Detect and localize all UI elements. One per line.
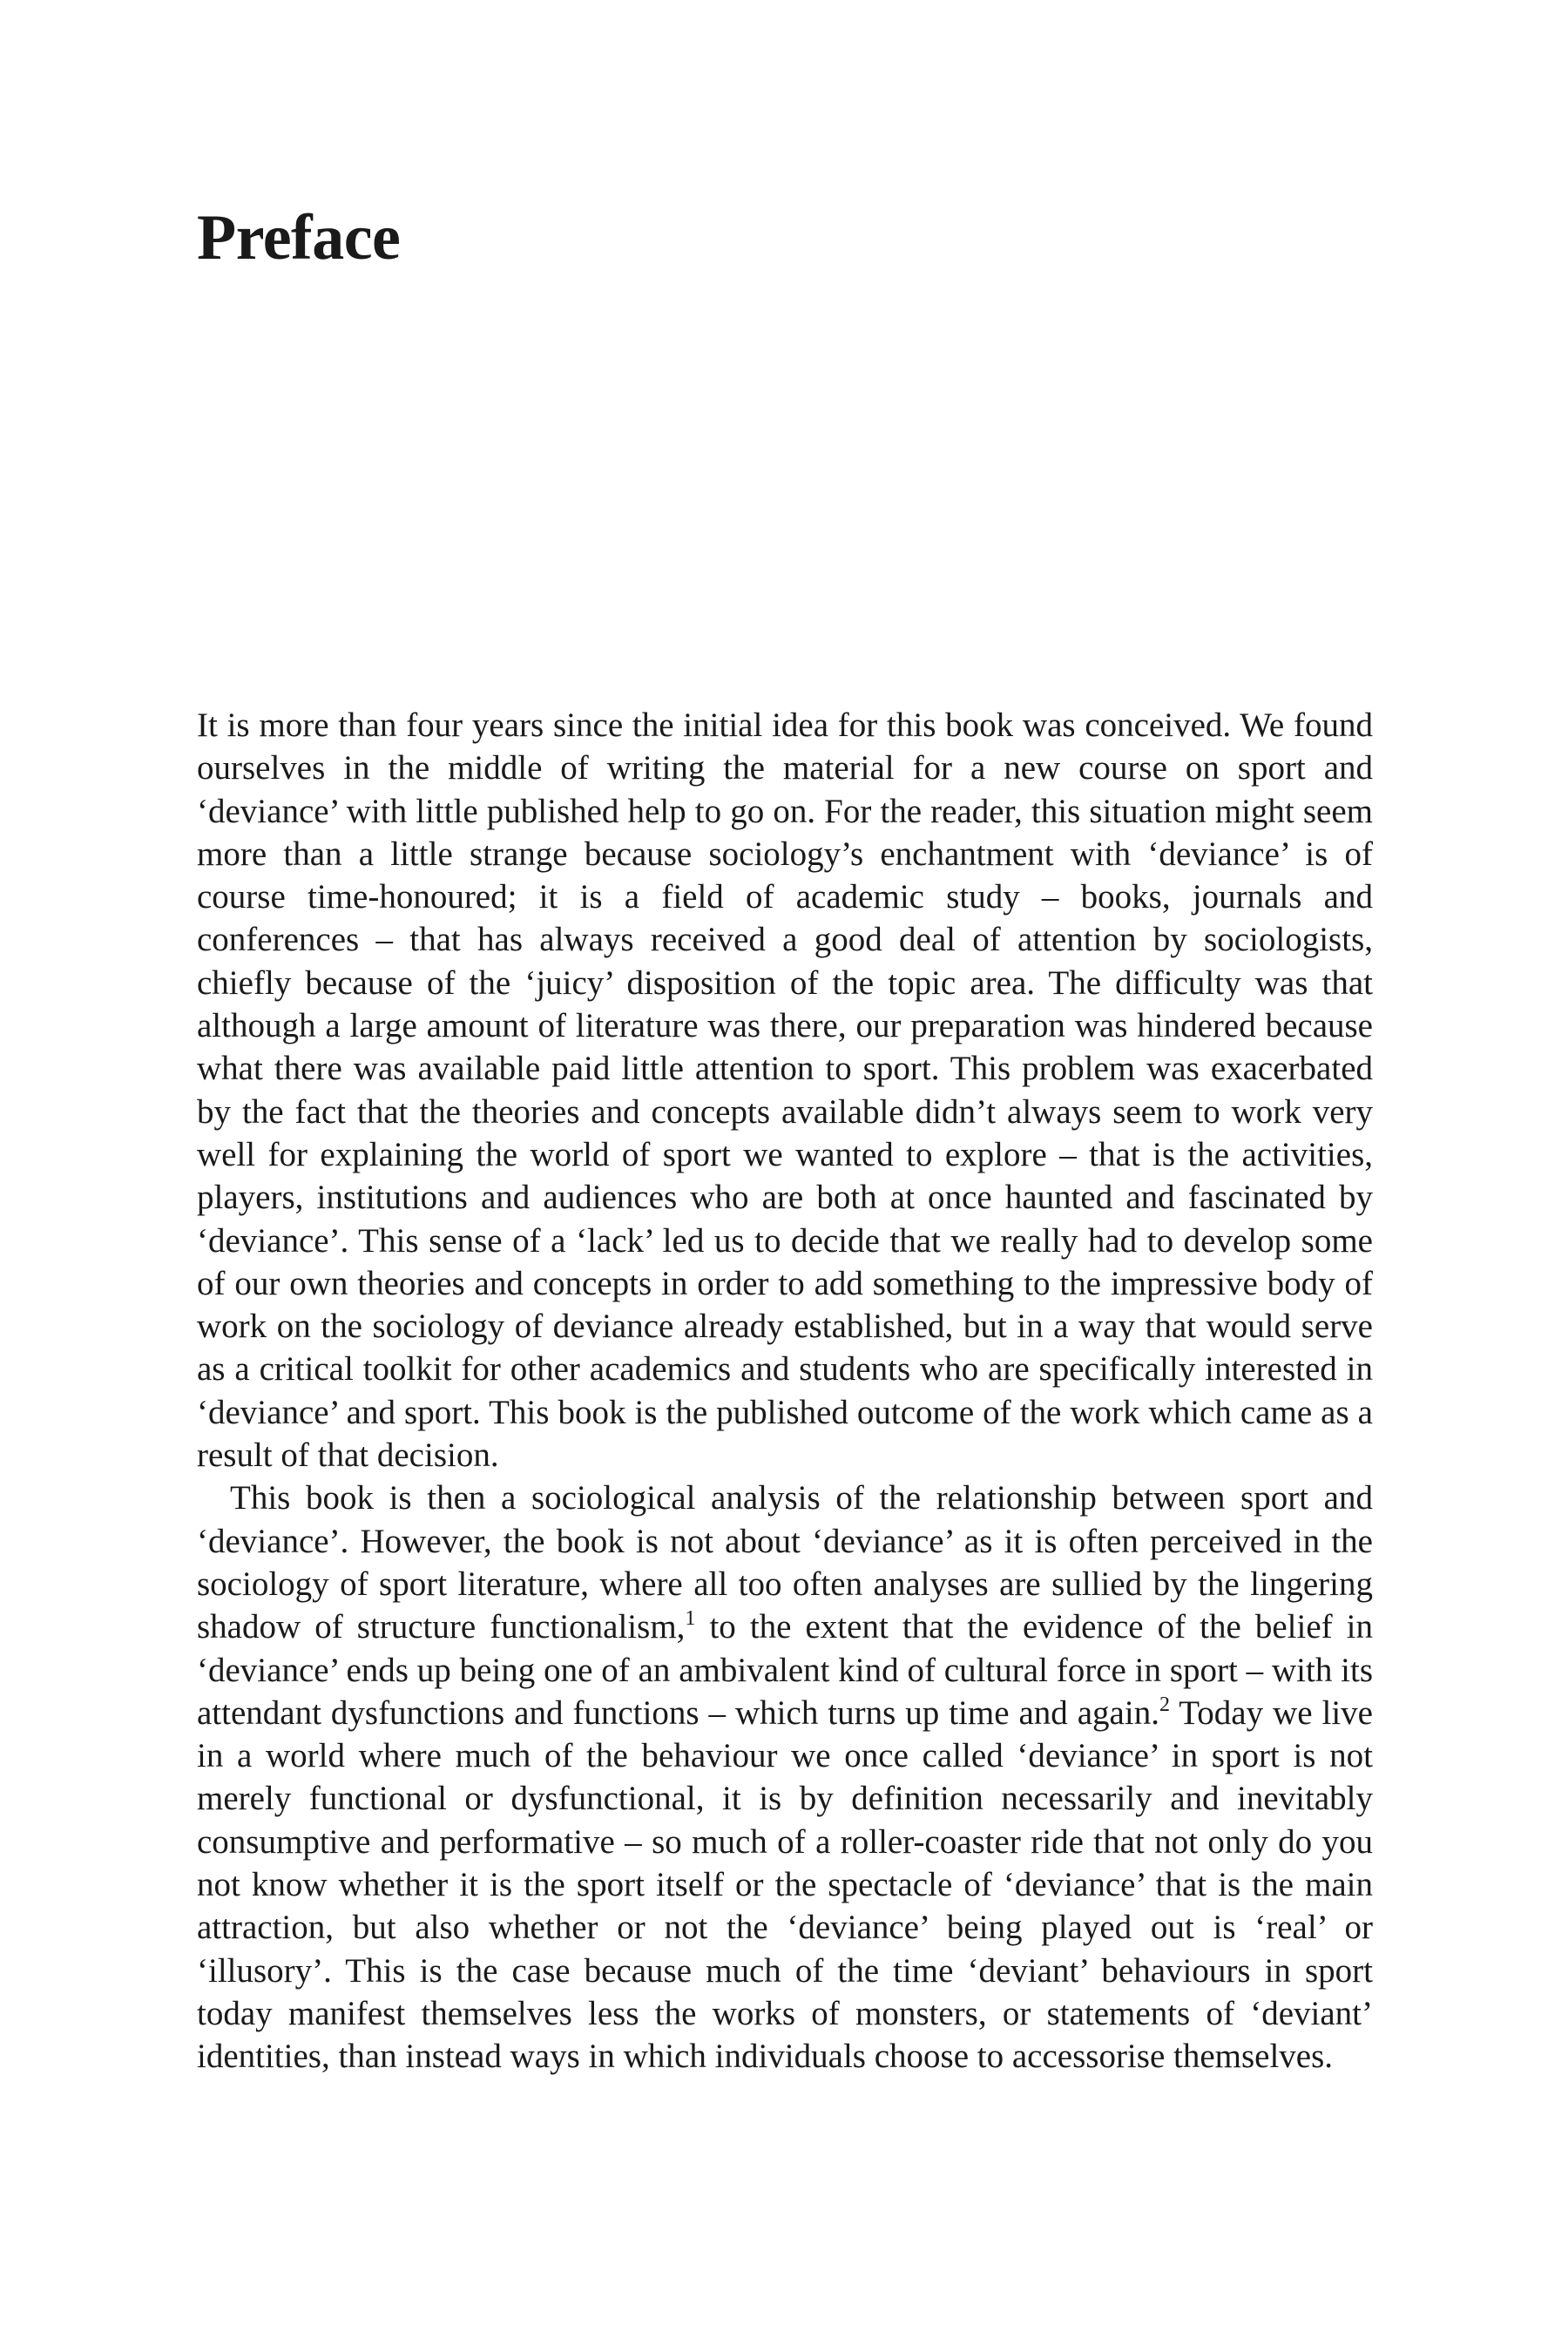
paragraph-2-text-part-3: Today we live in a world where much of the behaviour we once called ‘deviance’ in sport is not merely functional or dysfunctional, it is by definition necessarily and inevitably consumptive and performative – so much of a roller-coaster ride that not only do you not know whether it is the sport itself or the spectacle of ‘deviance’ that is the main attraction, but also whether or not the ‘deviance’ being played out is ‘real’ or ‘illusory’. This is the case because much of the time ‘deviant’ behaviours in sport today manifest themselves less the works of monsters, or statements of ‘deviant’ identities, than instead ways in which individuals choose to accessorise themselves. <box>197 1693 1373 2076</box>
paragraph-1: It is more than four years since the initial idea for this book was conceived. We found ourselves in the middle of writing the material for a new course on sport and ‘deviance’ with little published help to go on. For the reader, this situation might seem more than a little strange because sociology’s enchantment with ‘deviance’ is of course time-honoured; it is a field of academic study – books, journals and conferences – that has always received a good deal of attention by sociologists, chiefly because of the ‘juicy’ disposition of the topic area. The difficulty was that although a large amount of literature was there, our preparation was hindered because what there was available paid little attention to sport. This problem was exacerbated by the fact that the theories and concepts available didn’t always seem to work very well for explaining the world of sport we wanted to explore – that is the activities, players, institutions and audiences who are both at once haunted and fascinated by ‘deviance’. This sense of a ‘lack’ led us to decide that we really had to develop some of our own theories and concepts in order to add something to the impressive body of work on the sociology of deviance already established, but in a way that would serve as a critical toolkit for other academics and students who are specifically interested in ‘deviance’ and sport. This book is the published outcome of the work which came as a result of that decision. <box>197 706 1373 1475</box>
preface-body <box>197 704 1373 2078</box>
footnote-ref-2[interactable]: 2 <box>1159 1693 1170 1716</box>
page-title: Preface <box>197 202 401 274</box>
paragraph-2-text-part-1: This book is then a sociological analysis of the relationship between sport and ‘deviance’. However, the book is not about ‘deviance’ as it is often perceived in the sociology of sport literature, where all too often analyses are sullied by the lingering shadow of structure functionalism, <box>197 1479 1373 1646</box>
footnote-ref-1[interactable]: 1 <box>685 1607 696 1631</box>
paragraph-2-text-part-2: to the extent that the evidence of the belief in ‘deviance’ ends up being one of an ambivalent kind of cultural force in sport – with its attendant dysfunctions and functions – which turns up time and again. <box>197 1608 1373 1732</box>
paragraph-2 <box>197 1477 1373 2078</box>
